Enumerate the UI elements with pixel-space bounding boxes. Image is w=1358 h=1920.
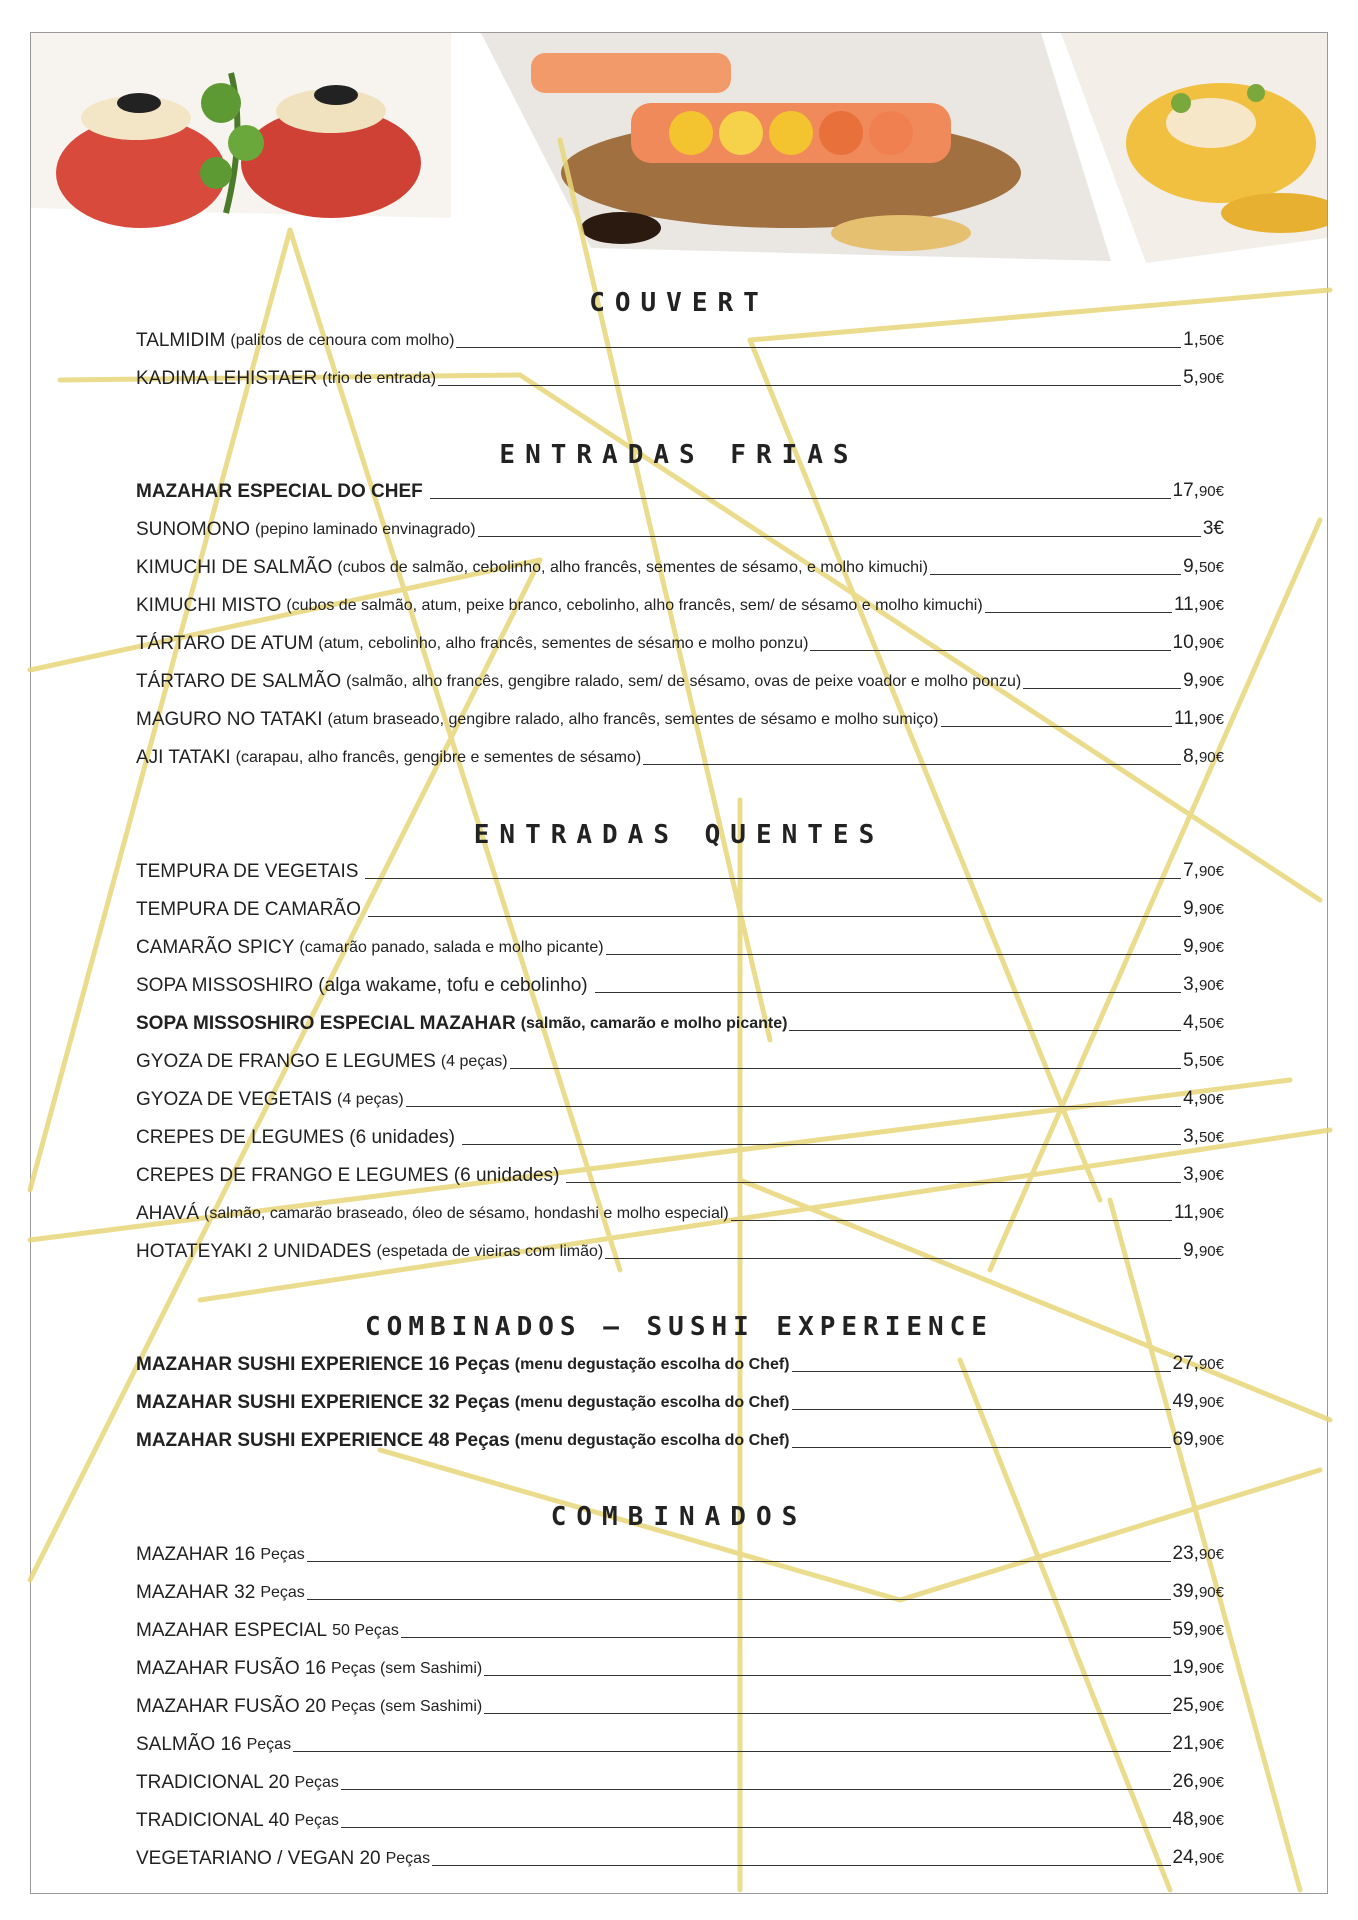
menu-item	[136, 591, 1224, 617]
dotted-leader	[401, 1637, 1171, 1638]
item-name: SUNOMONO	[136, 519, 250, 540]
item-description: (menu degustação escolha do Chef)	[514, 1394, 790, 1411]
menu-item	[136, 1616, 1224, 1642]
food-photo-banner	[31, 33, 1327, 283]
dotted-leader	[432, 1865, 1170, 1866]
menu-item	[136, 1692, 1224, 1718]
section-title-couvert: COUVERT	[589, 288, 769, 318]
item-description: Peças	[385, 1850, 431, 1867]
menu-item	[136, 364, 1224, 390]
item-description: Peças	[294, 1774, 339, 1791]
item-price: 11,90€	[1173, 1202, 1224, 1223]
item-name: KADIMA LEHISTAER	[136, 368, 318, 389]
menu-item	[136, 1350, 1224, 1376]
menu-item	[136, 1085, 1224, 1111]
item-price: 10,90€	[1172, 632, 1224, 653]
item-description: (cubos de salmão, cebolinho, alho francês, sementes de sésamo, e molho kimuchi)	[337, 559, 928, 576]
item-name: GYOZA DE VEGETAIS	[136, 1089, 333, 1110]
item-description: (pepino laminado envinagrado)	[255, 521, 476, 538]
menu-item	[136, 857, 1224, 883]
item-name: TEMPURA DE CAMARÃO	[136, 899, 361, 920]
dotted-leader	[438, 385, 1181, 386]
item-description: Peças	[260, 1584, 305, 1601]
item-name: AHAVÁ	[136, 1203, 200, 1224]
dotted-leader	[930, 574, 1181, 575]
menu-item	[136, 705, 1224, 731]
item-price: 26,90€	[1172, 1771, 1224, 1792]
menu-item	[136, 1009, 1224, 1035]
item-price: 9,90€	[1183, 1240, 1224, 1261]
item-price: 19,90€	[1172, 1657, 1224, 1678]
item-price: 9,90€	[1183, 898, 1224, 919]
dotted-leader	[606, 954, 1182, 955]
item-description: (carapau, alho francês, gengibre e sementes de sésamo)	[235, 749, 642, 766]
item-price: 9,90€	[1183, 936, 1224, 957]
item-name: KIMUCHI MISTO	[136, 595, 282, 616]
menu-item	[136, 1426, 1224, 1452]
dotted-leader	[456, 347, 1181, 348]
dotted-leader	[365, 878, 1181, 879]
item-name: TÁRTARO DE ATUM	[136, 633, 314, 654]
menu-item	[136, 515, 1224, 541]
item-description: (salmão, camarão e molho picante)	[520, 1015, 788, 1032]
item-name: MAZAHAR SUSHI EXPERIENCE 16 Peças	[136, 1354, 510, 1375]
item-name: MAZAHAR FUSÃO 20	[136, 1696, 327, 1717]
item-price: 11,90€	[1173, 594, 1224, 615]
item-price: 11,90€	[1173, 708, 1224, 729]
dotted-leader	[484, 1713, 1170, 1714]
dotted-leader	[792, 1447, 1171, 1448]
item-description: (salmão, alho francês, gengibre ralado, sem/ de sésamo, ovas de peixe voador e molho ponzu)	[346, 673, 1022, 690]
item-name: TRADICIONAL 40	[136, 1810, 290, 1831]
menu-item	[136, 1806, 1224, 1832]
item-description: (4 peças)	[440, 1053, 508, 1070]
item-name: MAZAHAR 32	[136, 1582, 256, 1603]
item-name: KIMUCHI DE SALMÃO	[136, 557, 333, 578]
menu-item	[136, 1844, 1224, 1870]
menu-item	[136, 1578, 1224, 1604]
menu-item	[136, 667, 1224, 693]
item-price: 3,50€	[1183, 1126, 1224, 1147]
item-name: CREPES DE FRANGO E LEGUMES (6 unidades)	[136, 1165, 560, 1186]
item-description: 50 Peças	[332, 1622, 399, 1639]
dotted-leader	[307, 1561, 1171, 1562]
dotted-leader	[792, 1409, 1171, 1410]
item-name: AJI TATAKI	[136, 747, 231, 768]
item-name: MAGURO NO TATAKI	[136, 709, 323, 730]
menu-item	[136, 1237, 1224, 1263]
menu-item	[136, 1768, 1224, 1794]
item-description: Peças	[260, 1546, 305, 1563]
menu-item	[136, 1540, 1224, 1566]
menu-item	[136, 971, 1224, 997]
menu-item	[136, 1388, 1224, 1414]
item-price: 9,50€	[1183, 556, 1224, 577]
dotted-leader	[1023, 688, 1181, 689]
sushi-board-photo	[481, 33, 1111, 261]
item-name: TALMIDIM	[136, 330, 226, 351]
item-name: TÁRTARO DE SALMÃO	[136, 671, 342, 692]
item-name: SALMÃO 16	[136, 1734, 242, 1755]
item-description: (atum, cebolinho, alho francês, sementes de sésamo e molho ponzu)	[318, 635, 809, 652]
dotted-leader	[293, 1751, 1170, 1752]
menu-item	[136, 477, 1224, 503]
dotted-leader	[792, 1371, 1171, 1372]
dotted-leader	[478, 536, 1201, 537]
menu-item	[136, 1199, 1224, 1225]
item-price: 39,90€	[1172, 1581, 1224, 1602]
menu-item	[136, 1161, 1224, 1187]
item-name: MAZAHAR ESPECIAL DO CHEF	[136, 481, 423, 502]
item-description: Peças (sem Sashimi)	[331, 1660, 483, 1677]
dotted-leader	[484, 1675, 1170, 1676]
dotted-leader	[941, 726, 1172, 727]
item-price: 3€	[1202, 518, 1224, 539]
menu-item	[136, 895, 1224, 921]
item-name: CAMARÃO SPICY	[136, 937, 295, 958]
item-name: TEMPURA DE VEGETAIS	[136, 861, 359, 882]
item-price: 3,90€	[1183, 1164, 1224, 1185]
section-title-entradas-frias: ENTRADAS FRIAS	[499, 440, 859, 470]
item-description: (atum braseado, gengibre ralado, alho francês, sementes de sésamo e molho sumiço)	[327, 711, 939, 728]
section-title-combinados: COMBINADOS	[550, 1502, 808, 1532]
dotted-leader	[341, 1827, 1171, 1828]
menu-item	[136, 933, 1224, 959]
dotted-leader	[368, 916, 1181, 917]
item-price: 3,90€	[1183, 974, 1224, 995]
item-price: 17,90€	[1172, 480, 1224, 501]
menu-item	[136, 743, 1224, 769]
dotted-leader	[595, 992, 1181, 993]
dotted-leader	[789, 1030, 1181, 1031]
dotted-leader	[605, 1258, 1181, 1259]
dotted-leader	[985, 612, 1172, 613]
item-price: 7,90€	[1183, 860, 1224, 881]
item-name: TRADICIONAL 20	[136, 1772, 290, 1793]
dotted-leader	[307, 1599, 1171, 1600]
item-price: 5,50€	[1183, 1050, 1224, 1071]
item-price: 27,90€	[1172, 1353, 1224, 1374]
menu-item	[136, 629, 1224, 655]
item-description: (4 peças)	[337, 1091, 404, 1108]
item-description: (cubos de salmão, atum, peixe branco, cebolinho, alho francês, sem/ de sésamo e molho kimuchi)	[286, 597, 983, 614]
menu-item	[136, 1654, 1224, 1680]
item-name: GYOZA DE FRANGO E LEGUMES	[136, 1051, 436, 1072]
item-description: (menu degustação escolha do Chef)	[514, 1356, 790, 1373]
dotted-leader	[462, 1144, 1181, 1145]
dotted-leader	[566, 1182, 1181, 1183]
dotted-leader	[510, 1068, 1182, 1069]
dotted-leader	[430, 498, 1171, 499]
menu-item	[136, 1730, 1224, 1756]
item-name: MAZAHAR SUSHI EXPERIENCE 32 Peças	[136, 1392, 510, 1413]
item-description: Peças	[246, 1736, 292, 1753]
item-price: 25,90€	[1172, 1695, 1224, 1716]
dotted-leader	[341, 1789, 1171, 1790]
item-price: 24,90€	[1172, 1847, 1224, 1868]
item-price: 23,90€	[1172, 1543, 1224, 1564]
item-price: 4,50€	[1183, 1012, 1224, 1033]
item-name: SOPA MISSOSHIRO ESPECIAL MAZAHAR	[136, 1013, 516, 1034]
item-name: VEGETARIANO / VEGAN 20	[136, 1848, 381, 1869]
item-description: (menu degustação escolha do Chef)	[514, 1432, 790, 1449]
dotted-leader	[406, 1106, 1181, 1107]
menu-item	[136, 553, 1224, 579]
item-price: 1,50€	[1183, 329, 1224, 350]
item-price: 8,90€	[1183, 746, 1224, 767]
item-description: (trio de entrada)	[322, 370, 437, 387]
item-name: MAZAHAR ESPECIAL	[136, 1620, 328, 1641]
item-price: 4,90€	[1183, 1088, 1224, 1109]
item-name: CREPES DE LEGUMES (6 unidades)	[136, 1127, 455, 1148]
menu-item	[136, 1123, 1224, 1149]
item-name: HOTATEYAKI 2 UNIDADES	[136, 1241, 372, 1262]
item-description: (salmão, camarão braseado, óleo de sésamo, hondashi e molho especial)	[204, 1205, 729, 1222]
dotted-leader	[731, 1220, 1172, 1221]
menu-item	[136, 1047, 1224, 1073]
item-price: 9,90€	[1183, 670, 1224, 691]
menu-item	[136, 326, 1224, 352]
item-name: MAZAHAR SUSHI EXPERIENCE 48 Peças	[136, 1430, 510, 1451]
dotted-leader	[810, 650, 1170, 651]
section-title-sushi-experience: COMBINADOS – SUSHI EXPERIENCE	[365, 1312, 993, 1342]
item-description: (palitos de cenoura com molho)	[230, 332, 455, 349]
item-price: 48,90€	[1172, 1809, 1224, 1830]
item-description: Peças (sem Sashimi)	[331, 1698, 483, 1715]
tuna-scallop-photo	[31, 33, 451, 228]
dotted-leader	[643, 764, 1181, 765]
item-description: (camarão panado, salada e molho picante)	[299, 939, 604, 956]
item-price: 49,90€	[1172, 1391, 1224, 1412]
item-price: 59,90€	[1172, 1619, 1224, 1640]
item-name: MAZAHAR FUSÃO 16	[136, 1658, 327, 1679]
item-name: MAZAHAR 16	[136, 1544, 256, 1565]
item-price: 5,90€	[1183, 367, 1224, 388]
item-description: Peças	[294, 1812, 339, 1829]
item-name: SOPA MISSOSHIRO (alga wakame, tofu e cebolinho)	[136, 975, 588, 996]
item-description: (espetada de vieiras com limão)	[376, 1243, 604, 1260]
section-title-entradas-quentes: ENTRADAS QUENTES	[473, 820, 885, 850]
item-price: 21,90€	[1172, 1733, 1224, 1754]
item-price: 69,90€	[1172, 1429, 1224, 1450]
